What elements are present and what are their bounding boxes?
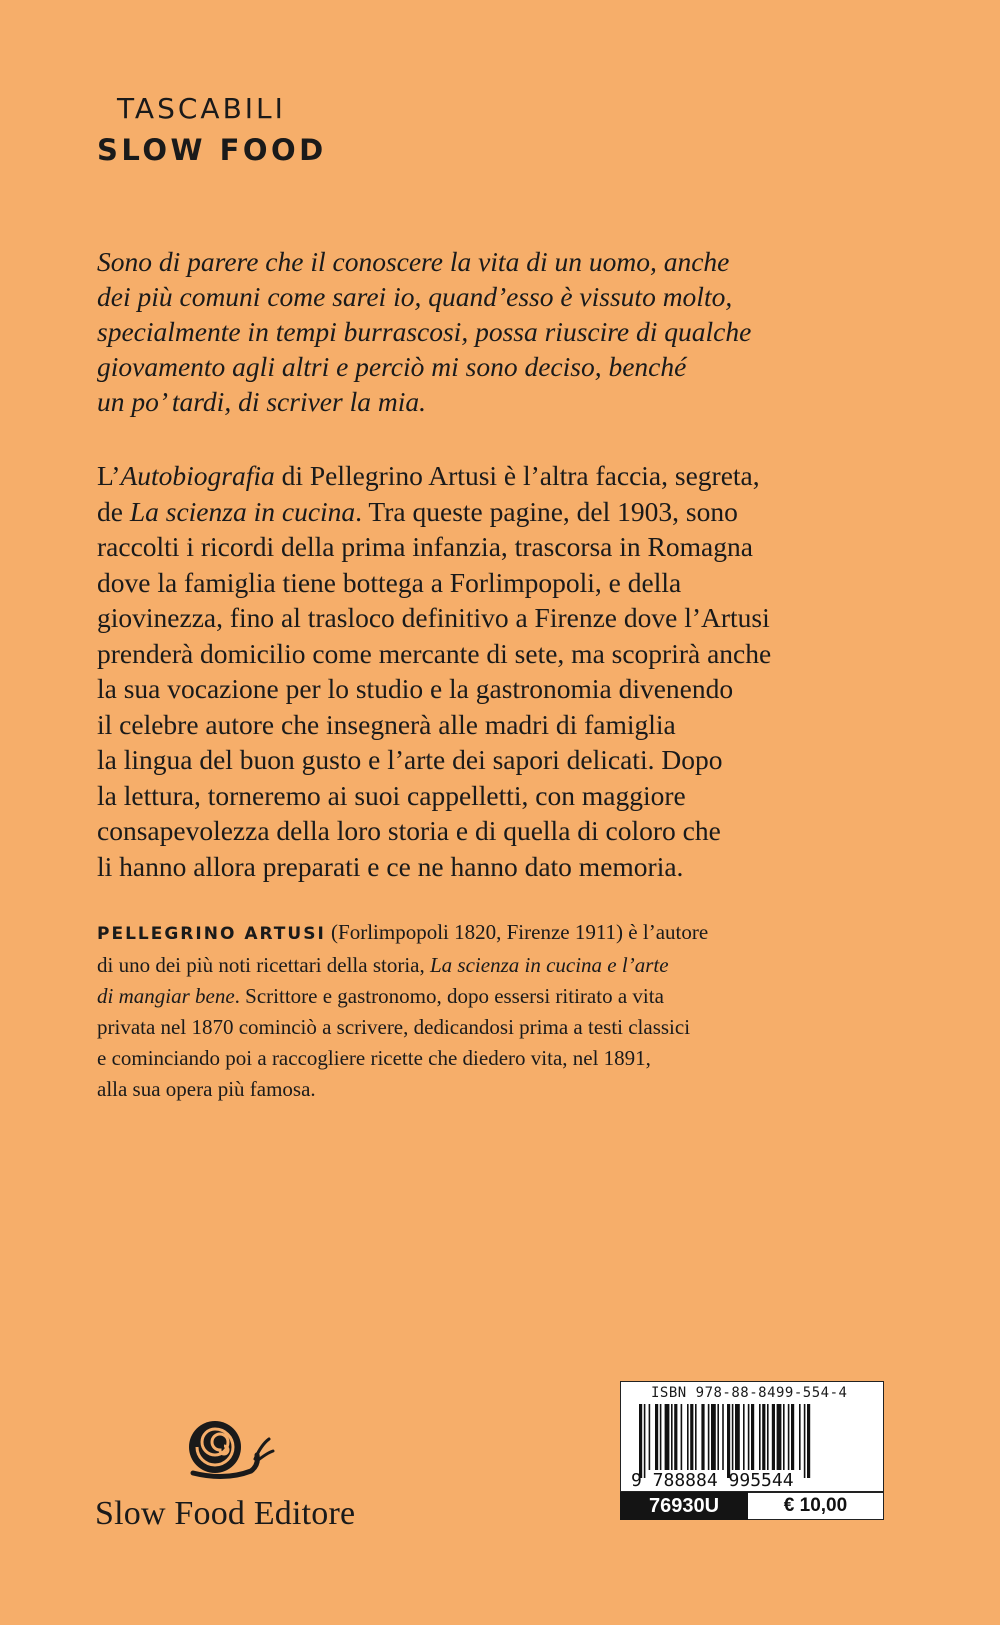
text: . Tra queste pagine, del 1903, sono xyxy=(355,495,738,527)
barcode-bar xyxy=(708,1404,710,1470)
bio-line: e cominciando poi a raccogliere ricette che diedero vita, nel 1891, xyxy=(97,1046,651,1070)
text: . Scrittore e gastronomo, dopo essersi ritirato a vita xyxy=(234,984,664,1008)
price-strip xyxy=(620,1492,884,1520)
barcode-bar xyxy=(799,1404,801,1470)
barcode-bar xyxy=(735,1404,740,1470)
quote-line: specialmente in tempi burrascosi, possa riuscire di qualche xyxy=(97,316,752,347)
description-line xyxy=(97,494,897,530)
text: di uno dei più noti ricettari della storia, xyxy=(97,953,430,977)
series-name-line2: SLOW FOOD xyxy=(97,133,327,167)
author-bio xyxy=(97,917,897,1105)
barcode-bar xyxy=(690,1404,693,1470)
barcode-bar xyxy=(748,1404,750,1470)
text: (Forlimpopoli 1820, Firenze 1911) è l’autore xyxy=(325,920,709,944)
publisher-name: Slow Food Editore xyxy=(95,1495,356,1532)
barcode-bar xyxy=(751,1404,754,1470)
quote-line: dei più comuni come sarei io, quand’esso è vissuto molto, xyxy=(97,281,733,312)
barcode-bar xyxy=(762,1404,765,1470)
barcode-bar xyxy=(788,1404,790,1470)
description-line: il celebre autore che insegnerà alle madri di famiglia xyxy=(97,708,676,740)
bio-line xyxy=(97,917,897,950)
barcode-bar xyxy=(644,1404,646,1478)
barcode-bar xyxy=(711,1404,716,1470)
bio-line xyxy=(97,981,897,1012)
barcode-digits: 9 788884 995544 xyxy=(631,1470,794,1491)
barcode-bar xyxy=(695,1404,697,1470)
barcode-bar xyxy=(687,1404,689,1470)
barcode-bar xyxy=(717,1404,719,1470)
barcode-bar xyxy=(660,1404,662,1470)
series-name-line1: TASCABILI xyxy=(117,92,286,125)
description-line: prenderà domicilio come mercante di sete, ma scoprirà anche xyxy=(97,637,772,669)
description-line: dove la famiglia tiene bottega a Forlimpopoli, e della xyxy=(97,566,682,598)
quote-line: giovamento agli altri e perciò mi sono deciso, benché xyxy=(97,351,687,382)
barcode-bar xyxy=(727,1404,730,1478)
book-title: di mangiar bene xyxy=(97,984,235,1008)
barcode-bar xyxy=(665,1404,670,1470)
barcode-bar xyxy=(639,1404,642,1478)
book-title: La scienza in cucina e l’arte xyxy=(430,953,669,977)
description-line: li hanno allora preparati e ce ne hanno dato memoria. xyxy=(97,850,684,882)
book-title: Autobiografia xyxy=(120,460,275,491)
barcode-bar xyxy=(681,1404,683,1470)
description-line xyxy=(97,458,897,494)
description-line: raccolti i ricordi della prima infanzia, trascorsa in Romagna xyxy=(97,531,753,562)
bio-line: privata nel 1870 cominciò a scrivere, dedicandosi prima a testi classici xyxy=(97,1015,691,1039)
description-line: la lingua del buon gusto e l’arte dei sapori delicati. Dopo xyxy=(97,744,723,775)
quote-line: Sono di parere che il conoscere la vita di un uomo, anche xyxy=(97,246,730,277)
barcode-bar xyxy=(807,1404,810,1478)
quote-line: un po’ tardi, di scriver la mia. xyxy=(97,386,426,417)
isbn-barcode xyxy=(620,1381,884,1492)
barcode-bar xyxy=(649,1404,651,1470)
description-line: consapevolezza della loro storia e di quella di coloro che xyxy=(97,815,721,846)
barcode-bar xyxy=(804,1404,806,1478)
bio-line: alla sua opera più famosa. xyxy=(97,1077,316,1101)
book-title: La scienza in cucina xyxy=(129,495,356,527)
barcode-bar xyxy=(732,1404,734,1470)
barcode-bar xyxy=(655,1404,658,1470)
epigraph-quote xyxy=(97,244,877,419)
product-code: 76930U xyxy=(620,1492,748,1520)
barcode-bar xyxy=(674,1404,677,1470)
price: € 10,00 xyxy=(748,1492,884,1520)
text: di Pellegrino Artusi è l’altra faccia, segreta, xyxy=(274,460,760,491)
barcode-bar xyxy=(783,1404,785,1470)
barcode-bars xyxy=(621,1382,883,1491)
barcode-bar xyxy=(701,1404,704,1470)
text: L’ xyxy=(97,460,121,491)
isbn-label: ISBN 978-88-8499-554-4 xyxy=(651,1385,848,1401)
barcode-bar xyxy=(759,1404,761,1470)
barcode-bar xyxy=(772,1404,775,1470)
description-line: la sua vocazione per lo studio e la gastronomia divenendo xyxy=(97,673,734,704)
barcode-bar xyxy=(722,1404,724,1470)
barcode-bar xyxy=(671,1404,673,1470)
text: de xyxy=(97,495,130,527)
series-heading xyxy=(97,92,327,167)
description-line: giovinezza, fino al trasloco definitivo a Firenze dove l’Artusi xyxy=(97,602,770,633)
snail-icon xyxy=(185,1415,275,1485)
author-name: PELLEGRINO ARTUSI xyxy=(97,924,326,944)
barcode-bar xyxy=(777,1404,782,1470)
bio-line xyxy=(97,950,897,981)
barcode-bar xyxy=(791,1404,794,1470)
book-description xyxy=(97,458,897,884)
barcode-bar xyxy=(743,1404,745,1470)
barcode-bar xyxy=(767,1404,769,1470)
description-line: la lettura, torneremo ai suoi cappelletti, con maggiore xyxy=(97,779,686,811)
